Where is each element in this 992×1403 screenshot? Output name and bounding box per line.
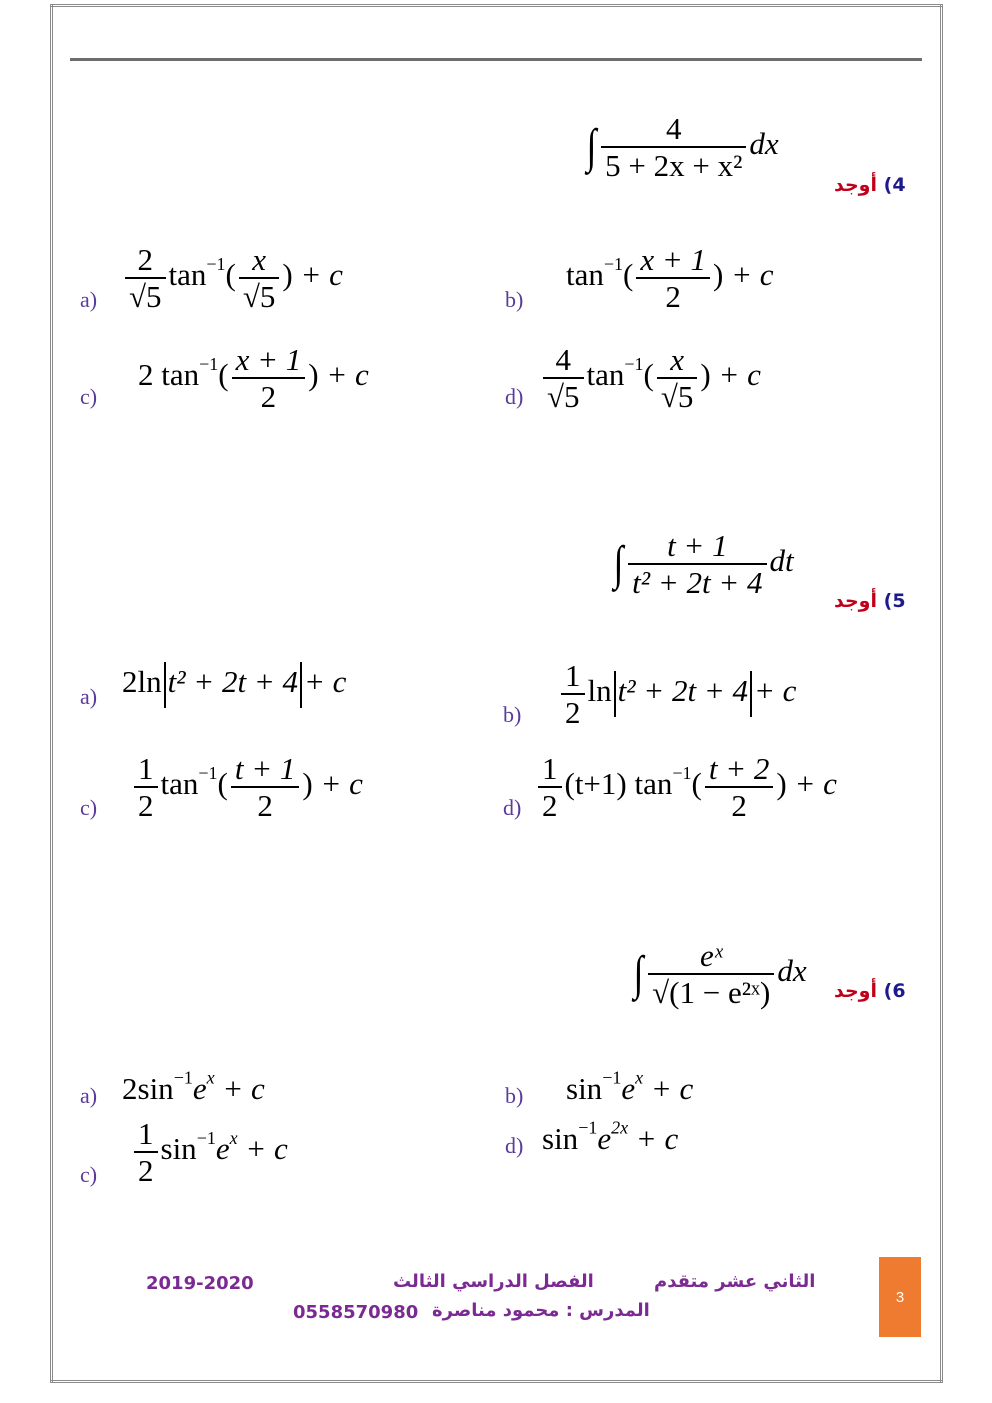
- arg-den: 2: [731, 788, 747, 823]
- arg-den: 2: [260, 379, 277, 414]
- abs-bar-right: [750, 671, 752, 717]
- tail: + c: [753, 673, 797, 709]
- arg-num: t + 1: [231, 753, 300, 788]
- q5-option-b[interactable]: [558, 660, 796, 728]
- arg-den: √5: [242, 279, 276, 314]
- q6-integrand-denominator: √(1 − e²ˣ): [652, 975, 771, 1010]
- func: tan: [168, 257, 207, 293]
- coef-num: 1: [561, 660, 585, 695]
- integral-sign: ∫: [633, 947, 644, 1000]
- func: tan: [160, 766, 199, 802]
- q6-word: أوجد: [834, 980, 877, 1002]
- tail: + c: [300, 257, 343, 293]
- abs-bar-left: [164, 662, 166, 708]
- func: tan: [566, 257, 604, 293]
- exp: 2x: [611, 1117, 629, 1138]
- q5-integrand-numerator: t + 1: [628, 530, 766, 565]
- ln: ln: [587, 673, 612, 709]
- arg-den: 2: [665, 279, 681, 314]
- coef-num: 2: [125, 244, 166, 279]
- q4-number: 4): [883, 174, 906, 196]
- arg-num: x + 1: [232, 344, 306, 379]
- tail: + c: [222, 1071, 265, 1106]
- arg-den: √5: [660, 379, 694, 414]
- q4-option-d-label[interactable]: d): [505, 384, 524, 409]
- q5-option-a[interactable]: [122, 662, 346, 708]
- q6-label: [834, 980, 906, 1002]
- func: sin: [566, 1071, 603, 1106]
- q5-integrand-denominator: t² + 2t + 4: [632, 565, 763, 600]
- q4-integrand-denominator: 5 + 2x + x²: [605, 148, 743, 183]
- integral-sign: ∫: [586, 120, 597, 173]
- func: sin: [137, 1071, 174, 1106]
- arg: e: [192, 1071, 207, 1106]
- arg: e: [215, 1131, 230, 1167]
- coef-num: 1: [134, 753, 158, 788]
- arg: e: [597, 1121, 612, 1156]
- header-rule: [70, 58, 922, 61]
- q4-option-a-label[interactable]: a): [80, 287, 98, 312]
- q5-option-d-label[interactable]: d): [503, 795, 522, 820]
- q4-option-c[interactable]: 2 $\tan^{-1}$( $\frac{x + 1}{2}$ ) + c: [138, 342, 369, 414]
- arg: e: [621, 1071, 636, 1106]
- arg-den: 2: [257, 788, 273, 823]
- func: tan: [586, 357, 625, 393]
- q4-option-d[interactable]: $\frac{4}{√5}$ $\tan^{-1}$( $\frac{x}{√5}$ ) + c: [540, 344, 761, 412]
- q6-option-b[interactable]: $\sin^{-1}e^x + c$: [566, 1067, 694, 1106]
- footer-phone: 0558570980: [293, 1302, 419, 1323]
- abs-bar-left: [614, 671, 616, 717]
- tail: + c: [731, 257, 774, 293]
- q4-integrand-numerator: 4: [601, 113, 746, 148]
- q6-option-b-label[interactable]: b): [505, 1083, 524, 1108]
- footer-year: 2019-2020: [146, 1273, 254, 1294]
- q5-label: [834, 590, 906, 612]
- q5-option-c-label[interactable]: c): [80, 795, 98, 820]
- q6-number: 6): [883, 980, 906, 1002]
- coef-den: 2: [138, 788, 154, 823]
- q4-option-a[interactable]: $\frac{2}{√5}$ $\tan^{-1}$( $\frac{x}{√5}$ ) + c: [122, 244, 343, 312]
- q4-option-c-label[interactable]: c): [80, 384, 98, 409]
- func: sin: [542, 1121, 579, 1156]
- arg-num: x + 1: [636, 244, 710, 279]
- abs-bar-right: [300, 662, 302, 708]
- tail: + c: [245, 1131, 288, 1167]
- q5-option-a-label[interactable]: a): [80, 684, 98, 709]
- q5-option-d[interactable]: $\frac{1}{2}$ (t+1) $\tan^{-1}$( $\frac{t + 2}{2}$ ) + c: [535, 753, 837, 821]
- q4-word: أوجد: [834, 174, 877, 196]
- exp: x: [229, 1127, 238, 1148]
- q5-word: أوجد: [834, 590, 877, 612]
- q4-differential: dx: [749, 126, 779, 162]
- tail: + c: [718, 357, 761, 393]
- tail: + c: [303, 664, 347, 700]
- coef: 2: [138, 357, 154, 393]
- q6-option-a-label[interactable]: a): [80, 1083, 98, 1108]
- abs-content: t² + 2t + 4: [167, 664, 298, 700]
- coef-den: 2: [565, 695, 581, 730]
- coef-num: 4: [543, 344, 584, 379]
- coef-den: √5: [547, 379, 580, 414]
- coef-den: 2: [138, 1153, 154, 1188]
- coef-num: 1: [538, 753, 562, 788]
- q5-differential: dt: [769, 543, 794, 579]
- factor: (t+1): [564, 766, 627, 802]
- func: tan: [161, 357, 200, 393]
- footer-grade: الثاني عشر متقدم: [654, 1271, 816, 1292]
- q6-option-d-label[interactable]: d): [505, 1133, 524, 1158]
- exp: x: [206, 1067, 215, 1088]
- tail: + c: [650, 1071, 694, 1106]
- q4-option-b-label[interactable]: b): [505, 287, 524, 312]
- q5-integral: [612, 530, 794, 598]
- q6-option-a[interactable]: $2\sin^{-1}e^x + c$: [122, 1067, 265, 1106]
- coef-den: 2: [542, 788, 558, 823]
- coef-den: √5: [129, 279, 162, 314]
- q6-integrand-numerator: eˣ: [648, 940, 774, 975]
- ln: ln: [137, 664, 162, 700]
- tail: + c: [635, 1121, 679, 1156]
- arg-num: x: [239, 244, 280, 279]
- q6-option-c[interactable]: $\frac{1}{2}$ $\sin^{-1}e^x + c$: [131, 1118, 288, 1186]
- tail: + c: [320, 766, 363, 802]
- tail: + c: [794, 766, 837, 802]
- tail: + c: [326, 357, 369, 393]
- abs-content: t² + 2t + 4: [617, 673, 748, 709]
- q4-option-b[interactable]: $\tan^{-1}$( $\frac{x + 1}{2}$ ) + c: [566, 242, 774, 314]
- arg-num: t + 2: [705, 753, 774, 788]
- arg-num: x: [657, 344, 698, 379]
- q6-integral: [632, 940, 807, 1008]
- footer-teacher: المدرس : محمود مناصرة: [432, 1300, 650, 1321]
- page-border-top: [50, 4, 943, 7]
- q5-option-b-label[interactable]: b): [503, 702, 522, 727]
- q5-number: 5): [883, 590, 906, 612]
- page-number-badge: 3: [879, 1257, 921, 1337]
- q6-differential: dx: [777, 953, 807, 989]
- q4-label: [834, 174, 906, 196]
- coef: 2: [122, 1071, 138, 1106]
- func: tan: [634, 766, 673, 802]
- q4-integral: [585, 113, 779, 181]
- page-border-bottom: [50, 1380, 943, 1383]
- coef: 2: [122, 664, 138, 700]
- func: sin: [160, 1131, 197, 1167]
- coef-num: 1: [134, 1118, 158, 1153]
- exp: x: [635, 1067, 644, 1088]
- q5-option-c[interactable]: $\frac{1}{2}$ $\tan^{-1}$( $\frac{t + 1}{2}$ ) + c: [131, 753, 363, 821]
- q6-option-d[interactable]: $\sin^{-1}e^{2x} + c$: [542, 1117, 679, 1156]
- integral-sign: ∫: [613, 537, 624, 590]
- footer-semester: الفصل الدراسي الثالث: [393, 1271, 594, 1292]
- q6-option-c-label[interactable]: c): [80, 1162, 98, 1187]
